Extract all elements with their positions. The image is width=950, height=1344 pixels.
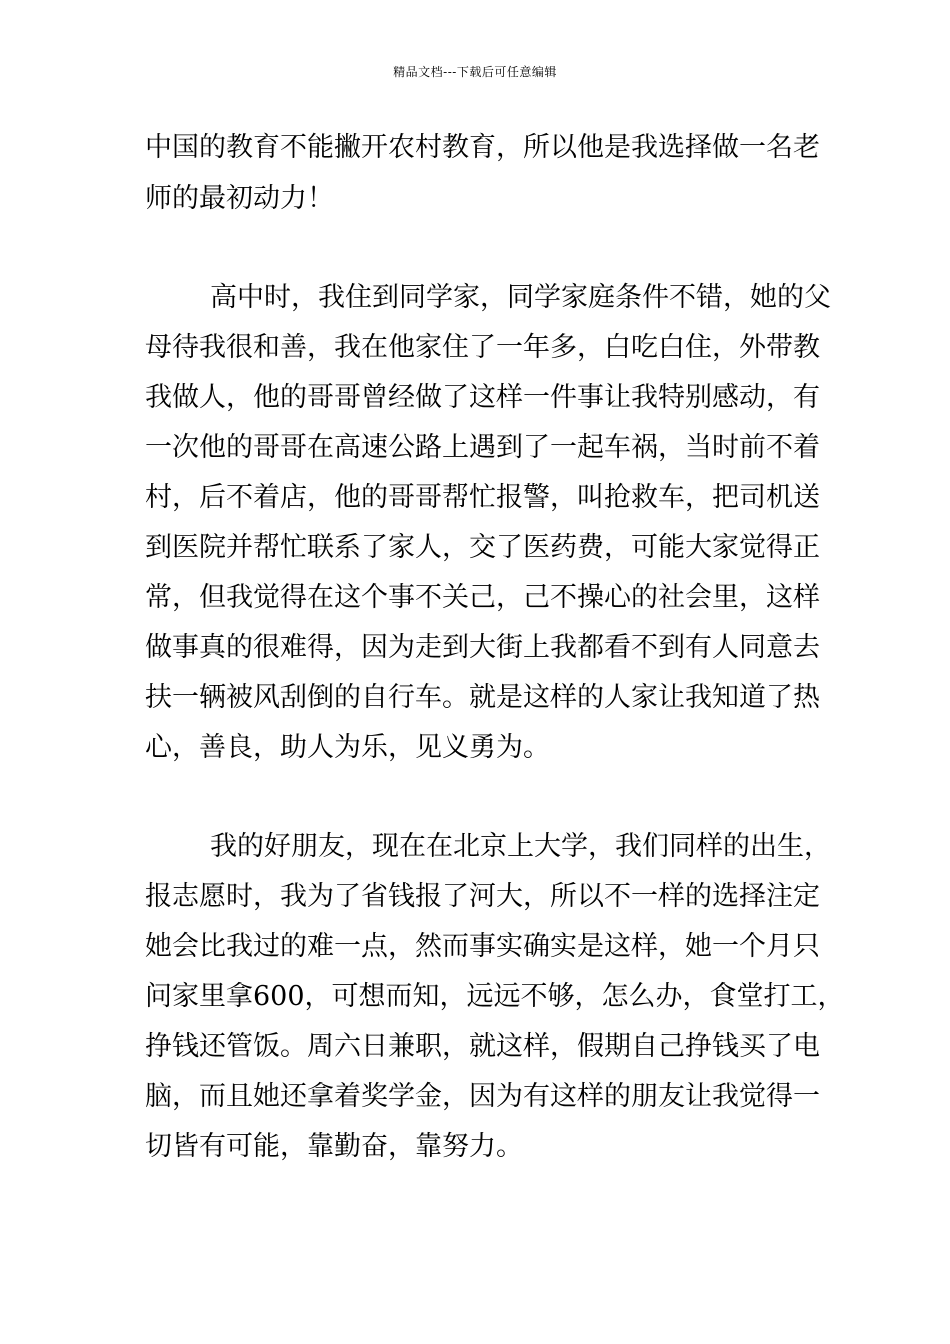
paragraph-3-line-1: 我的好朋友，现在在北京上大学，我们同样的出生，	[210, 831, 831, 862]
paragraph-2-line-6: 到医院并帮忙联系了家人，交了医药费，可能大家觉得正	[145, 532, 820, 563]
paragraph-3-line-3: 她会比我过的难一点，然而事实确实是这样，她一个月只	[145, 931, 820, 962]
paragraph-2-line-1: 高中时，我住到同学家，同学家庭条件不错，她的父	[210, 282, 831, 313]
paragraph-2-line-5: 村，后不着店，他的哥哥帮忙报警，叫抢救车，把司机送	[145, 482, 820, 513]
paragraph-2-line-2: 母待我很和善，我在他家住了一年多，白吃白住，外带教	[145, 332, 820, 363]
paragraph-2-line-10: 心，善良，助人为乐，见义勇为。	[145, 732, 550, 763]
paragraph-2-line-3: 我做人，他的哥哥曾经做了这样一件事让我特别感动，有	[145, 382, 820, 413]
paragraph-3-line-7: 切皆有可能，靠勤奋，靠努力。	[145, 1131, 523, 1162]
paragraph-3-line-5: 挣钱还管饭。周六日兼职，就这样，假期自己挣钱买了电	[145, 1031, 820, 1062]
paragraph-2-line-9: 扶一辆被风刮倒的自行车。就是这样的人家让我知道了热	[145, 682, 820, 713]
paragraph-1-line-2: 师的最初动力！	[145, 183, 334, 214]
paragraph-2-line-4: 一次他的哥哥在高速公路上遇到了一起车祸，当时前不着	[145, 432, 820, 463]
paragraph-2-line-8: 做事真的很难得，因为走到大街上我都看不到有人同意去	[145, 632, 820, 663]
paragraph-3-line-6: 脑，而且她还拿着奖学金，因为有这样的朋友让我觉得一	[145, 1081, 820, 1112]
page-header: 精品文档---下载后可任意编辑	[393, 65, 557, 79]
paragraph-3-line-2: 报志愿时，我为了省钱报了河大，所以不一样的选择注定	[145, 881, 820, 912]
paragraph-1-line-1: 中国的教育不能撇开农村教育，所以他是我选择做一名老	[145, 132, 820, 163]
paragraph-2-line-7: 常，但我觉得在这个事不关己，己不操心的社会里，这样	[145, 582, 820, 613]
paragraph-3-line-4: 问家里拿600，可想而知，远远不够，怎么办，食堂打工，	[145, 981, 845, 1012]
